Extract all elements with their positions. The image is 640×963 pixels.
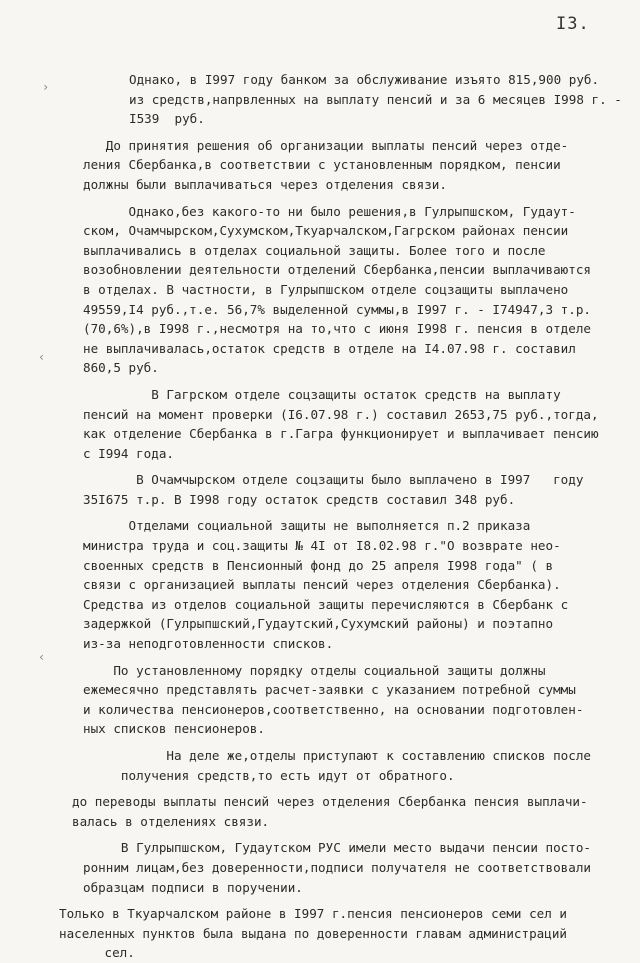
text-line: ления Сбербанка,в соответствии с установленным порядком, пенсии	[83, 157, 561, 173]
text-line: выплачивались в отделах социальной защиты. Более того и после	[83, 242, 546, 258]
text-line: До принятия решения об организации выплаты пенсий через отде-	[83, 137, 569, 153]
text-line: до переводы выплаты пенсий через отделения Сбербанка пенсия выплачи-	[72, 794, 588, 810]
text-line: ежемесячно представлять расчет-заявки с указанием потребной суммы	[83, 682, 576, 698]
text-line: (70,6%),в I998 г.,несмотря на то,что с июня I998 г. пенсия в отделе	[83, 321, 591, 337]
text-line: Однако,без какого-то ни было решения,в Гулрыпшском, Гудаут-	[83, 203, 576, 219]
text-line: пенсий на момент проверки (I6.07.98 г.) составил 2653,75 руб.,тогда,	[83, 406, 599, 422]
text-line: В Гулрыпшском, Гудаутском РУС имели место выдачи пенсии посто-	[83, 840, 591, 856]
paragraph	[83, 838, 638, 897]
text-line: ронним лицам,без доверенности,подписи получателя не соответствовали	[83, 859, 591, 875]
text-line: связи с организацией выплаты пенсий через отделения Сбербанка).	[83, 577, 561, 593]
text-line: Средства из отделов социальной защиты перечисляются в Сбербанк с	[83, 596, 569, 612]
text-line: как отделение Сбербанка в г.Гагра функционирует и выплачивает пенсию	[83, 426, 599, 442]
margin-mark: ‹	[38, 650, 46, 664]
text-line: В Очамчырском отделе соцзащиты было выплачено в I997 году	[83, 472, 584, 488]
paragraph	[59, 904, 638, 963]
paragraph	[83, 516, 638, 653]
paragraph	[83, 746, 638, 785]
text-line: ных списков пенсионеров.	[83, 721, 265, 737]
text-line: своенных средств в Пенсионный фонд до 25 апреля I998 года" ( в	[83, 557, 554, 573]
text-line: Однако, в I997 году банком за обслуживание изъято 815,900 руб.	[129, 72, 600, 87]
text-line: 49559,I4 руб.,т.е. 56,7% выделенной суммы,в I997 г. - I74947,3 т.р.	[83, 301, 591, 317]
text-line: не выплачивалась,остаток средств в отделе на I4.07.98 г. составил	[83, 340, 576, 356]
text-line: в отделах. В частности, в Гулрыпшском отделе соцзащиты выплачено	[83, 281, 569, 297]
text-line: с I994 года.	[83, 445, 174, 461]
paragraph	[129, 70, 638, 129]
text-line: сел.	[59, 945, 135, 961]
text-line: должны были выплачиваться через отделения связи.	[83, 176, 447, 192]
paragraph	[83, 470, 638, 509]
margin-mark: ›	[42, 80, 50, 94]
text-line: I539 руб.	[129, 111, 205, 127]
text-line: из средств,напрвленных на выплату пенсий и за 6 месяцев I998 г. -	[129, 91, 622, 107]
text-line: и количества пенсионеров,соответственно, на основании подготовлен-	[83, 701, 584, 717]
text-line: из-за неподготовленности списков.	[83, 636, 334, 652]
document-body	[59, 70, 638, 963]
text-line: задержкой (Гулрыпшский,Гудаутский,Сухумский районы) и поэтапно	[83, 616, 554, 632]
text-line: ском, Очамчырском,Сухумском,Ткуарчалском,Гагрском районах пенсии	[83, 223, 569, 239]
text-line: По установленному порядку отделы социальной защиты должны	[83, 662, 546, 678]
paragraph	[83, 136, 638, 195]
text-line: образцам подписи в поручении.	[83, 879, 303, 895]
text-line: Только в Ткуарчалском районе в I997 г.пенсия пенсионеров семи сел и	[59, 906, 567, 922]
text-line: 860,5 руб.	[83, 360, 159, 376]
text-line: министра труда и соц.защиты № 4I от I8.02.98 г."О возврате нео-	[83, 538, 561, 554]
margin-mark: ‹	[38, 350, 46, 364]
paragraph	[83, 202, 638, 378]
paragraph	[83, 385, 638, 463]
text-line: Отделами социальной защиты не выполняется п.2 приказа	[83, 518, 531, 534]
text-line: возобновлении деятельности отделений Сбербанка,пенсии выплачиваются	[83, 262, 591, 278]
text-line: валась в отделениях связи.	[72, 813, 270, 829]
paragraph	[83, 661, 638, 739]
paragraph	[72, 792, 638, 831]
text-line: 35I675 т.р. В I998 году остаток средств составил 348 руб.	[83, 491, 516, 507]
text-line: В Гагрском отделе соцзащиты остаток средств на выплату	[83, 386, 561, 402]
text-line: получения средств,то есть идут от обратного.	[83, 767, 455, 783]
text-line: На деле же,отделы приступают к составлению списков после	[83, 748, 591, 763]
page-number: I3.	[556, 14, 590, 34]
text-line: населенных пунктов была выдана по доверенности главам администраций	[59, 925, 567, 941]
